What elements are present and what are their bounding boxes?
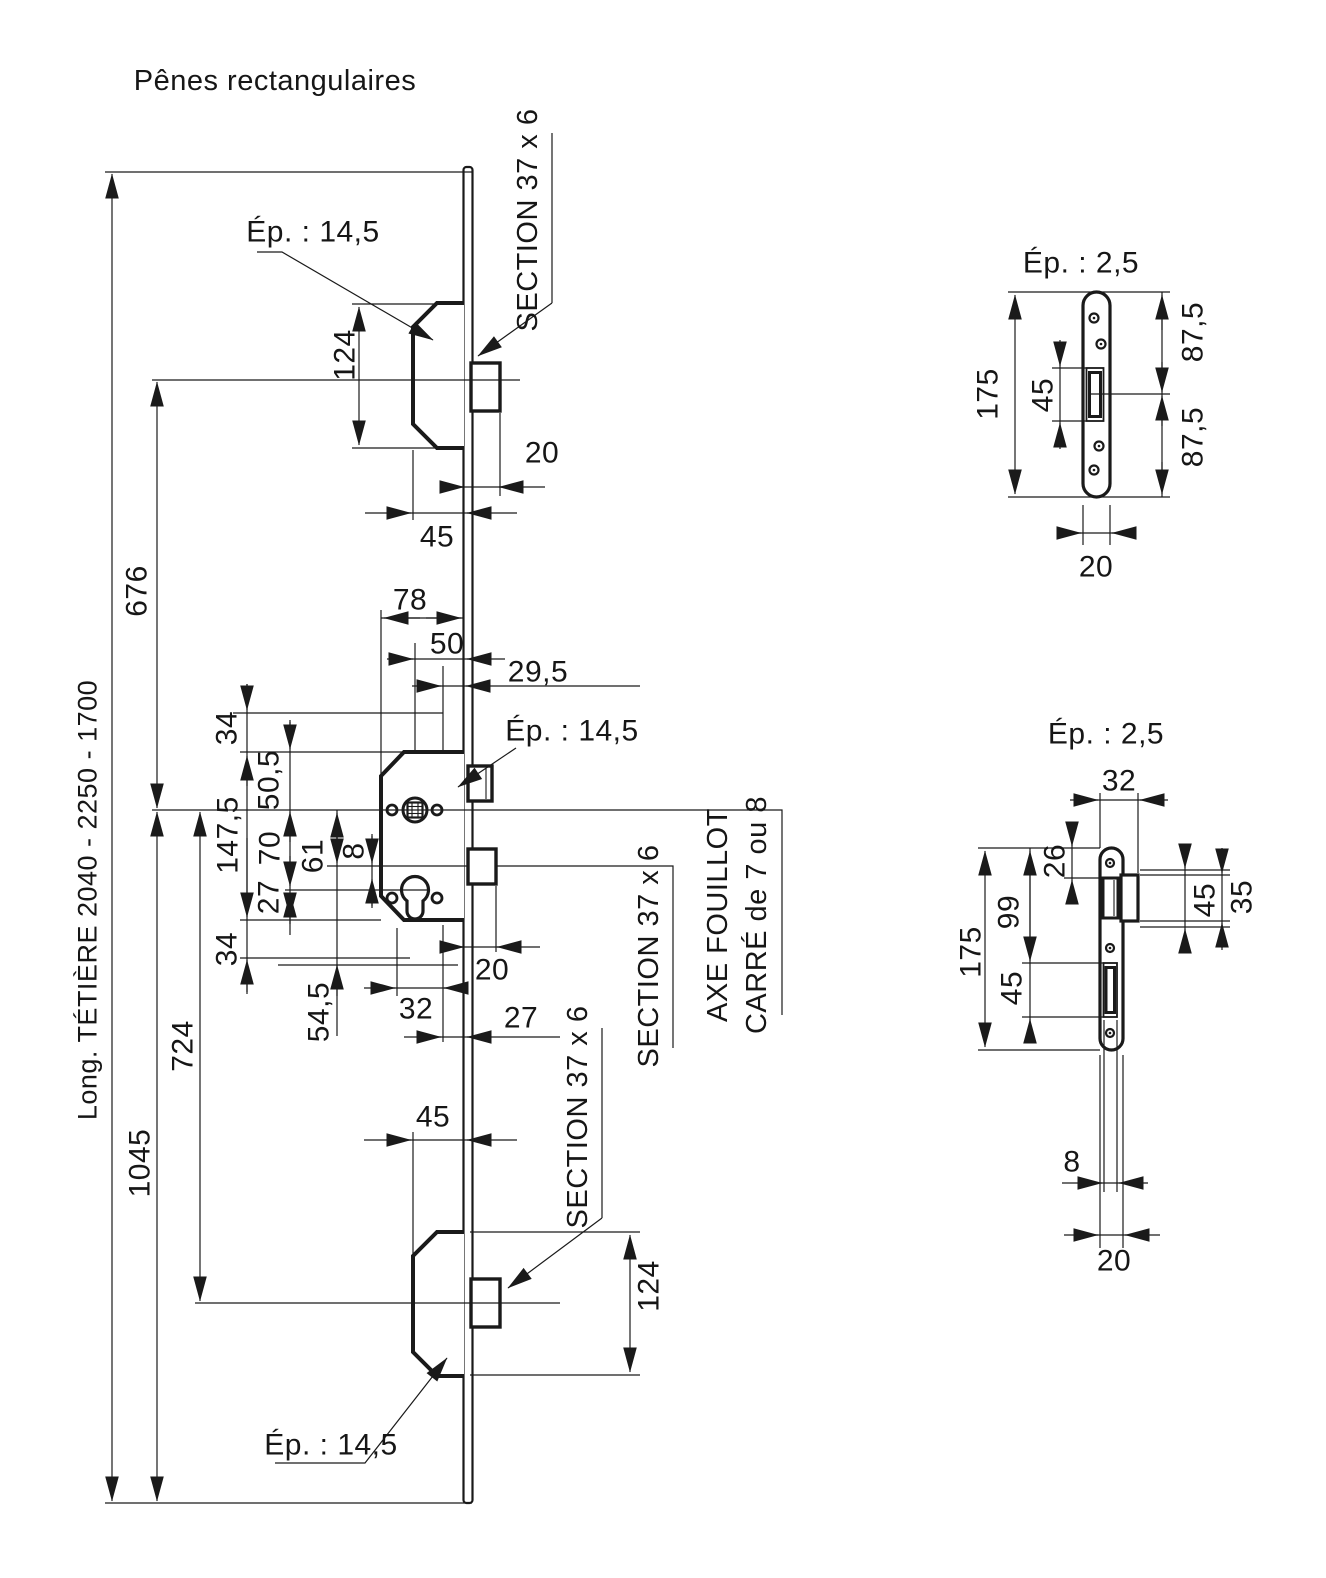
dim-124-bottom: 124 [632, 1260, 666, 1312]
label-axe-fouillot-1: AXE FOUILLOT [702, 808, 735, 1022]
dim-724: 724 [166, 1020, 200, 1072]
plate-bottom-45-slot: 45 [995, 970, 1029, 1006]
dim-34-upper: 34 [210, 710, 244, 746]
latch-opening [1103, 878, 1118, 918]
label-thickness-top: Ép. : 14,5 [246, 215, 380, 249]
top-lock-case [413, 303, 464, 448]
dim-1045: 1045 [123, 1128, 157, 1198]
label-section-center: SECTION 37 x 6 [633, 844, 666, 1068]
plate-bottom-35: 35 [1225, 879, 1259, 915]
label-faceplate-length: Long. TÉTIÈRE 2040 - 2250 - 1700 [72, 679, 103, 1121]
dim-45-bottom: 45 [415, 1100, 451, 1134]
strike-plate-bottom-part [1100, 848, 1138, 1050]
dim-147-5: 147,5 [211, 796, 245, 874]
dim-676: 676 [120, 565, 154, 617]
dim-32: 32 [398, 992, 434, 1026]
plate-bottom-thickness: Ép. : 2,5 [1047, 717, 1165, 751]
deadbolt [468, 849, 496, 884]
texts [72, 65, 1258, 1461]
cylinder-side-hole-right [432, 893, 442, 903]
plate-bottom-45-latch: 45 [1188, 882, 1222, 918]
label-section-bottom: SECTION 37 x 6 [562, 1005, 595, 1229]
plate-top-20: 20 [1078, 550, 1114, 584]
plate-top-87-5-upper: 87,5 [1176, 301, 1210, 363]
label-axe-fouillot-2: CARRÉ de 7 ou 8 [741, 795, 774, 1035]
plate-top-87-5-lower: 87,5 [1176, 406, 1210, 468]
plate-bottom-8: 8 [1063, 1145, 1081, 1179]
top-bolt [471, 363, 500, 411]
plate-top-45: 45 [1026, 377, 1060, 413]
plate-bottom-175: 175 [954, 926, 988, 978]
dim-20-top: 20 [524, 436, 560, 470]
label-thickness-center: Ép. : 14,5 [505, 714, 639, 748]
dim-50-5: 50,5 [252, 749, 286, 811]
cylinder-side-hole-left [387, 893, 397, 903]
plate-top-175: 175 [971, 368, 1005, 420]
dim-27-horizontal: 27 [503, 1001, 539, 1035]
latch-keeper-box [1121, 875, 1138, 921]
dim-45-top: 45 [419, 520, 455, 554]
plate-bottom-32: 32 [1101, 764, 1137, 798]
dim-124-top: 124 [328, 329, 362, 381]
dim-78: 78 [392, 583, 428, 617]
dim-29-5: 29,5 [507, 655, 569, 689]
bottom-lock-case [413, 1232, 464, 1376]
leader-thickness-top [257, 252, 433, 340]
dim-70: 70 [253, 830, 287, 866]
dim-27-vertical: 27 [252, 879, 286, 915]
plate-bottom-20: 20 [1096, 1244, 1132, 1278]
plate-top-thickness: Ép. : 2,5 [1022, 246, 1140, 280]
plate-bottom-99: 99 [992, 894, 1026, 930]
label-thickness-bottom: Ép. : 14,5 [264, 1428, 398, 1462]
dim-34-lower: 34 [210, 931, 244, 967]
dim-50: 50 [429, 627, 465, 661]
dim-61: 61 [296, 838, 330, 874]
latch-bolt [468, 766, 492, 801]
dim-20-center: 20 [474, 953, 510, 987]
extension-lines [105, 133, 1230, 1503]
dim-8: 8 [337, 842, 371, 860]
plate-bottom-26: 26 [1038, 843, 1072, 879]
drawing-title: Pênes rectangulaires [133, 65, 417, 98]
dim-54-5: 54,5 [302, 981, 336, 1043]
label-section-top: SECTION 37 x 6 [512, 108, 545, 332]
